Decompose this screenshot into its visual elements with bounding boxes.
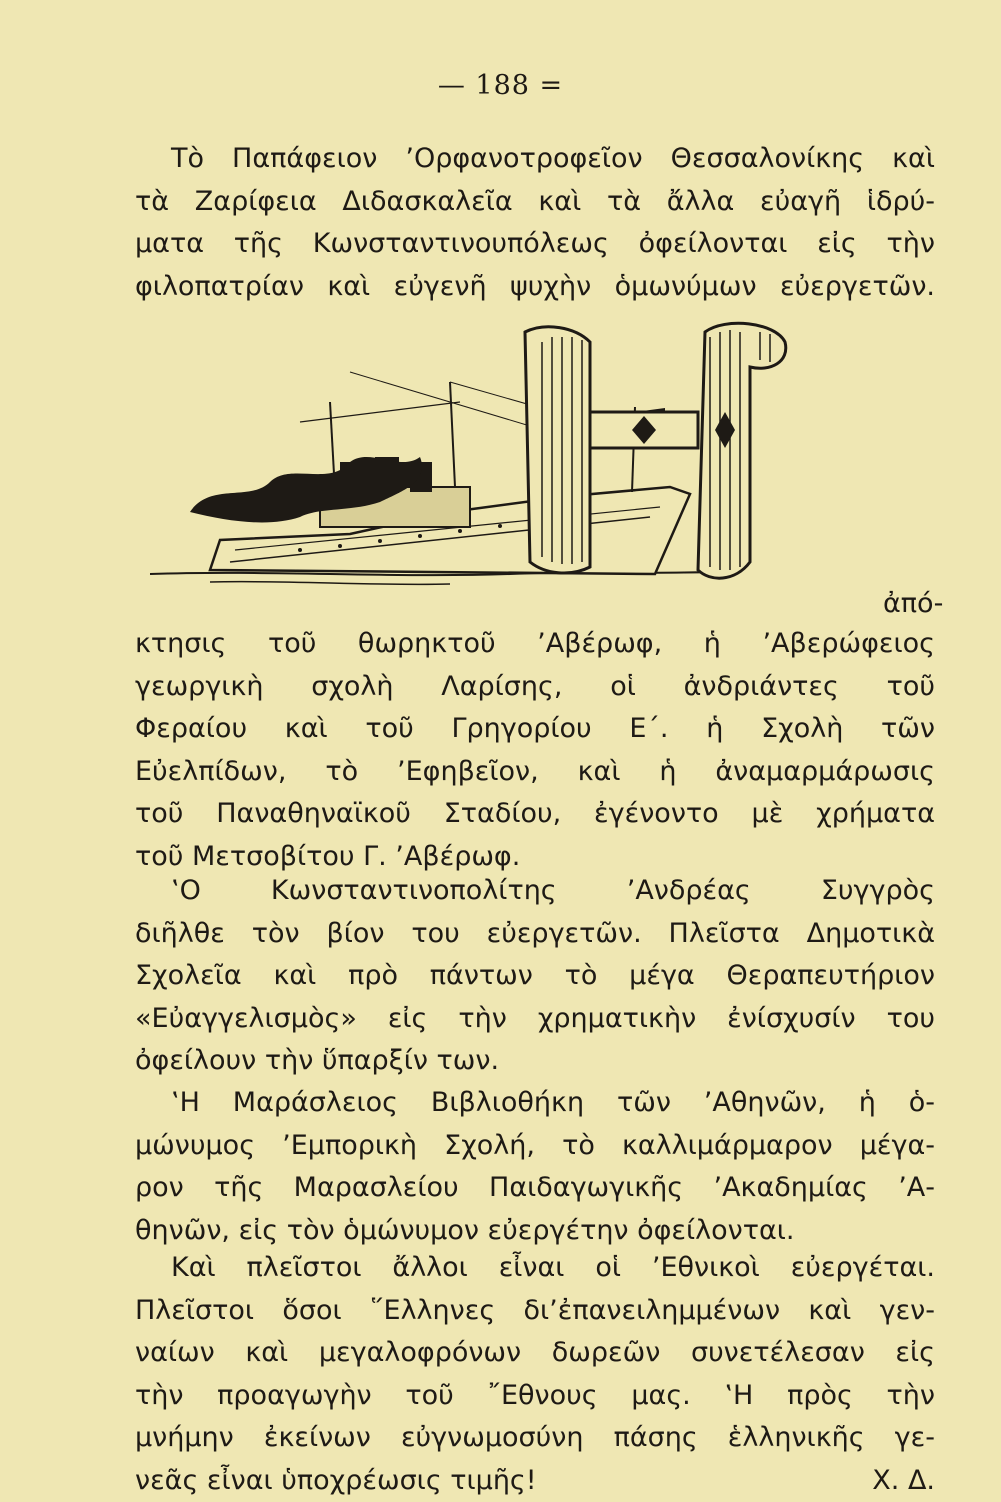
text-line: μνήμην ἐκείνων εὐγνωμοσύνη πάσης ἑλληνικῆς γε- (135, 1417, 935, 1460)
text-line: Σχολεῖα καὶ πρὸ πάντων τὸ μέγα Θεραπευτήριον (135, 955, 935, 998)
text-line: τὴν προαγωγὴν τοῦ ῎Εθνους μας. ‛Η πρὸς τὴν (135, 1375, 935, 1418)
text-line: Τὸ Παπάφειον ’Ορφανοτροφεῖον Θεσσαλονίκης καὶ (135, 138, 935, 181)
text-line: Εὐελπίδων, τὸ ’Εφηβεῖον, καὶ ἡ ἀναμαρμάρωσις (135, 751, 935, 794)
battleship-initial-illustration (150, 312, 800, 607)
syngros-paragraph (135, 870, 935, 1083)
text-line: ‛Ο Κωνσταντινοπολίτης ’Ανδρέας Συγγρὸς (135, 870, 935, 913)
text-line: Πλεῖστοι ὅσοι ῞Ελληνες δι’ἐπανειλημμένων καὶ γεν- (135, 1290, 935, 1333)
final-paragraph (135, 1247, 935, 1502)
maraslis-paragraph (135, 1082, 935, 1252)
author-signature: Χ. Δ. (872, 1460, 935, 1502)
text-line: ρον τῆς Μαρασλείου Παιδαγωγικῆς ’Ακαδημίας ’Α- (135, 1167, 935, 1210)
text-line: Καὶ πλεῖστοι ἄλλοι εἶναι οἱ ’Εθνικοὶ εὐεργέται. (135, 1247, 935, 1290)
initial-continuation: ἀπό- (883, 588, 943, 619)
text-line: μώνυμος ’Εμπορικὴ Σχολή, τὸ καλλιμάρμαρον μέγα- (135, 1125, 935, 1168)
text-line: τοῦ Παναθηναϊκοῦ Σταδίου, ἐγένοντο μὲ χρήματα (135, 793, 935, 836)
page-number: — 188 = (0, 70, 1001, 101)
intro-paragraph (135, 138, 935, 308)
text-line: τὰ Ζαρίφεια Διδασκαλεῖα καὶ τὰ ἄλλα εὐαγῆ ἱδρύ- (135, 181, 935, 224)
text-line: Φεραίου καὶ τοῦ Γρηγορίου Ε΄. ἡ Σχολὴ τῶν (135, 708, 935, 751)
text-line: ναίων καὶ μεγαλοφρόνων δωρεῶν συνετέλεσαν εἰς (135, 1332, 935, 1375)
text-line: ματα τῆς Κωνσταντινουπόλεως ὀφείλονται εἰς τὴν (135, 223, 935, 266)
text-line (135, 1460, 935, 1502)
ship-drawing (150, 312, 800, 607)
text-line: τοῦ Μετσοβίτου Γ. ’Αβέρωφ. (135, 836, 935, 879)
text-line: διῆλθε τὸν βίον του εὐεργετῶν. Πλεῖστα Δημοτικὰ (135, 913, 935, 956)
text-line: κτησις τοῦ θωρηκτοῦ ’Αβέρωφ, ἡ ’Αβερώφειος (135, 623, 935, 666)
text-line: γεωργικὴ σχολὴ Λαρίσης, οἱ ἀνδριάντες τοῦ (135, 666, 935, 709)
closing-sentence: νεᾶς εἶναι ὑποχρέωσις τιμῆς! (135, 1465, 537, 1496)
text-line: φιλοπατρίαν καὶ εὐγενῆ ψυχὴν ὁμωνύμων εὐεργετῶν. (135, 266, 935, 309)
text-line: «Εὐαγγελισμὸς» εἰς τὴν χρηματικὴν ἐνίσχυσίν του (135, 998, 935, 1041)
text-line: ‛Η Μαράσλειος Βιβλιοθήκη τῶν ’Αθηνῶν, ἡ ὁ- (135, 1082, 935, 1125)
text-line: θηνῶν, εἰς τὸν ὁμώνυμον εὐεργέτην ὀφείλονται. (135, 1210, 935, 1253)
averof-paragraph (135, 623, 935, 878)
text-line: ὀφείλουν τὴν ὕπαρξίν των. (135, 1040, 935, 1083)
